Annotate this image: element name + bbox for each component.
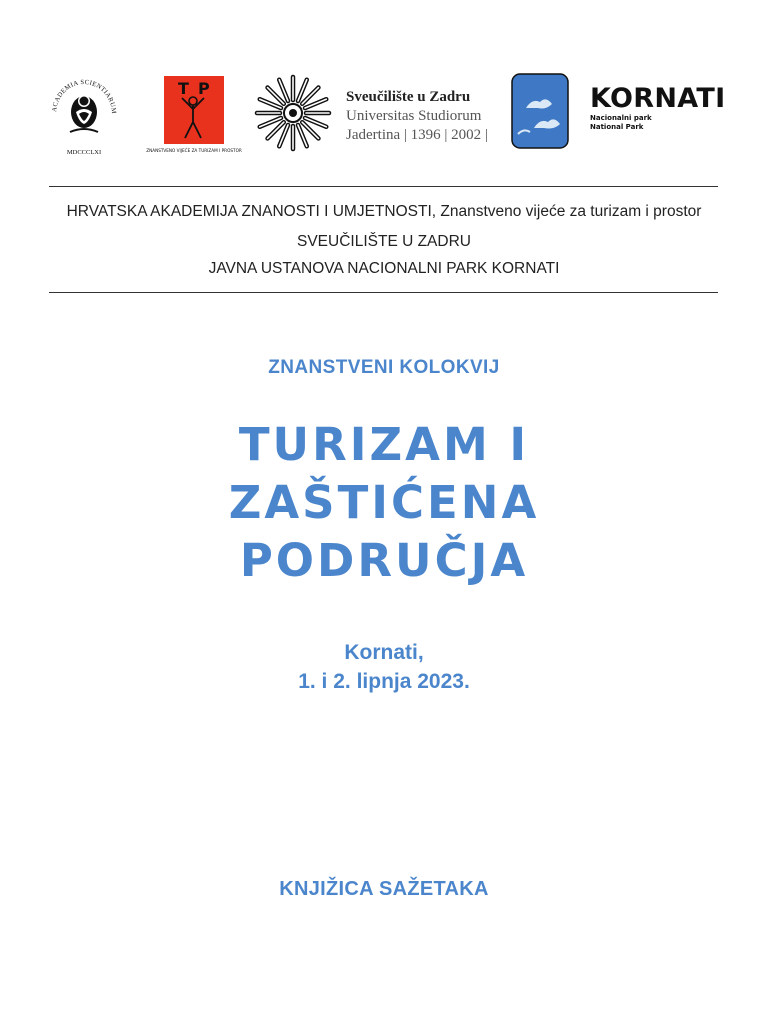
unizd-latin: Universitas Studiorum xyxy=(346,108,482,124)
unizd-rosette-logo xyxy=(250,68,336,158)
event-title xyxy=(0,416,768,590)
hazu-seal-logo xyxy=(48,68,120,158)
tp-council-logo xyxy=(146,76,242,156)
title-line-3: PODRUČJA xyxy=(239,534,529,587)
svg-text:ZNANSTVENO VIJEĆE ZA TURIZAM I: ZNANSTVENO VIJEĆE ZA TURIZAM I PROSTOR xyxy=(146,148,242,153)
event-kicker: ZNANSTVENI KOLOKVIJ xyxy=(268,357,500,378)
event-date: 1. i 2. lipnja 2023. xyxy=(298,670,470,693)
svg-text:ACADEMIA SCIENTIARUM ET ARTIUM: ACADEMIA SCIENTIARUM xyxy=(51,78,118,115)
svg-text:P: P xyxy=(198,79,210,98)
svg-text:T: T xyxy=(178,79,189,98)
bottom-divider xyxy=(49,292,718,293)
svg-text:MDCCCLXI: MDCCCLXI xyxy=(66,149,102,156)
event-place: Kornati, xyxy=(344,641,424,664)
kornati-wordmark xyxy=(590,84,730,132)
institution-unizd: SVEUČILIŠTE U ZADRU xyxy=(297,233,471,250)
title-line-1: TURIZAM I xyxy=(238,418,530,471)
top-divider xyxy=(49,186,718,187)
title-line-2: ZAŠTIĆENA xyxy=(228,476,540,529)
np-line2: National Park xyxy=(590,123,644,131)
kornati-islands-icon xyxy=(510,72,570,150)
unizd-wordmark xyxy=(346,88,506,145)
unizd-years: Jadertina | 1396 | 2002 | xyxy=(346,127,488,143)
institution-np-kornati: JAVNA USTANOVA NACIONALNI PARK KORNATI xyxy=(208,260,560,277)
np-name: KORNATI xyxy=(590,83,726,114)
unizd-name: Sveučilište u Zadru xyxy=(346,89,471,105)
booklet-label: KNJIŽICA SAŽETAKA xyxy=(279,878,489,900)
np-line1: Nacionalni park xyxy=(590,114,652,122)
institution-hazu: HRVATSKA AKADEMIJA ZNANOSTI I UMJETNOSTI, Znanstveno vijeće za turizam i prostor xyxy=(66,203,702,220)
logo-strip xyxy=(48,68,726,158)
event-place-date xyxy=(0,638,768,696)
